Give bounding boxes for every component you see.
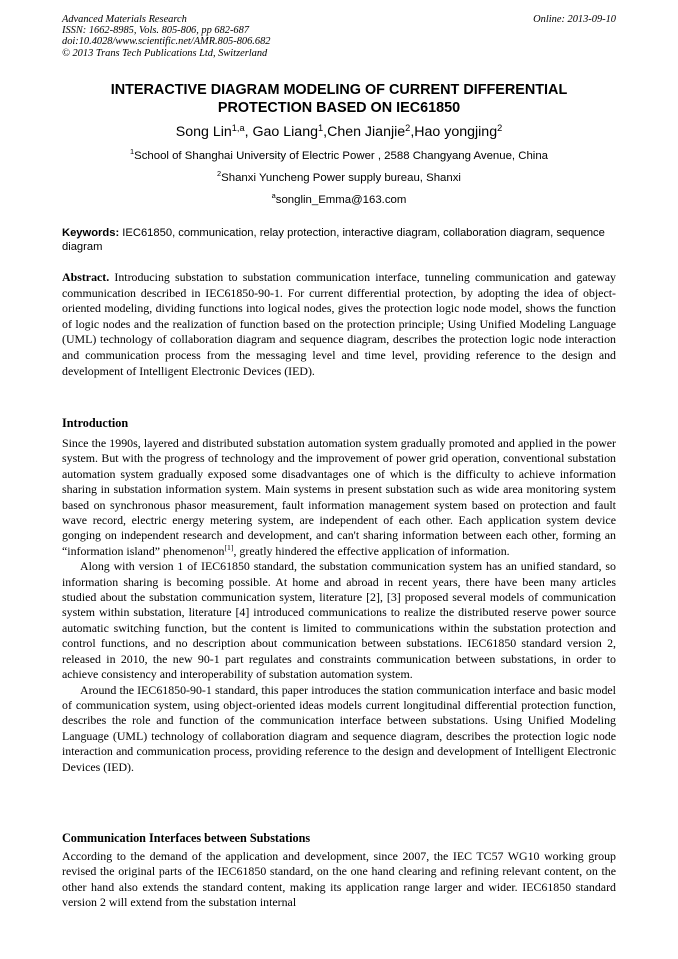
keywords-text: IEC61850, communication, relay protection, interactive diagram, collaboration diagram, sequence diagram — [62, 227, 605, 253]
paper-title — [62, 82, 616, 117]
paragraph: According to the demand of the application and development, since 2007, the IEC TC57 WG10 working group revised the original parts of the IEC61850 standard, on the one hand clearing and refining relevant content, on the other hand also extends the standard content, making its application range larger and wider. IEC61850 standard version 2 will extend from the substation internal — [62, 849, 616, 910]
email-text: songlin_Emma@163.com — [275, 194, 407, 206]
author-affiliation-mark: 2 — [497, 123, 503, 133]
author-name: Gao Liang — [252, 124, 318, 140]
affiliation-mark: 1 — [129, 147, 135, 156]
online-date: Online: 2013-09-10 — [533, 14, 616, 25]
doi-line: doi:10.4028/www.scientific.net/AMR.805-806.682 — [62, 36, 271, 48]
paragraph — [62, 436, 616, 559]
author-affiliation-mark: 2 — [405, 123, 411, 133]
paragraph-text: Since the 1990s, layered and distributed substation automation system gradually promoted and applied in the power system. But with the progress of technology and the improvement of power grid operation, conventional substation automation system gradually exposed some disadvantages one of which is the difficulty to achieve information sharing in substation information system. Main systems in present substation such as wide area monitoring system based on synchronous phasor measurement, fault information management system based on protection and fault wave record, electric energy metering system, are independent of each other. Each application system device gonging on independent research and development, and can't sharing information between each other, forming an “information island” phenomenon — [62, 436, 616, 558]
paragraph-text: , greatly hindered the effective application of information. — [233, 543, 510, 558]
author-separator: , — [410, 124, 415, 140]
affiliation-mark: 2 — [217, 169, 222, 178]
section-body — [62, 849, 616, 911]
affiliation-text: School of Shanghai University of Electric Power , 2588 Changyang Avenue, China — [134, 150, 549, 162]
author-separator: , — [323, 124, 328, 140]
section-heading: Communication Interfaces between Substations — [62, 831, 311, 845]
paragraph: Around the IEC61850-90-1 standard, this paper introduces the station communication interface and basic model of communication system, using object-oriented ideas models current longitudinal differential protection function, describes the role and function of the communication interface between substations. Using Unified Modeling Language (UML) technology of collaboration diagram and sequence diagram, describes the protection logic node interaction and communication process, providing reference to the design and development of Intelligent Electronic Devices (IED). — [62, 682, 616, 774]
author-name: Song Lin — [175, 124, 232, 140]
keywords-label: Keywords: — [62, 227, 120, 239]
affiliation-2 — [40, 171, 638, 185]
affiliation-1 — [40, 149, 638, 163]
citation-ref: [1] — [224, 542, 234, 552]
journal-name: Advanced Materials Research — [62, 14, 187, 25]
affiliation-mark: a — [271, 191, 276, 200]
abstract-text: Introducing substation to substation communication interface, tunneling communication and gateway communication described in IEC61850-90-1. For current differential protection, by adopting the idea of object-oriented modeling, dividing functions into logical nodes, gives the protection logic node model, shows the function of logic nodes and the realization of function based on the protection principle; Using Unified Modeling Language (UML) technology of collaboration diagram and sequence diagram, describes the protection logic node interaction and communication process from the messaging level and time level, providing reference to the design and development of Intelligent Electronic Devices (IED). — [62, 270, 616, 378]
author-affiliation-mark: 1,a — [231, 123, 245, 133]
author-name: Hao yongjing — [414, 124, 498, 140]
keywords — [62, 227, 616, 254]
author-email — [40, 193, 638, 207]
affiliation-text: Shanxi Yuncheng Power supply bureau, Shanxi — [221, 172, 461, 184]
author-list — [62, 124, 616, 140]
paragraph: Along with version 1 of IEC61850 standard, the substation communication system has an unified standard, so information sharing is becoming possible. At home and abroad in recent years, there have been many articles studied about the substation communication system, literature [2], [3] proposed several models of communication system within substation, literature [4] introduced communications to realize the distributed reserve power source automatic switching function, but the content is limited to communications within the substation protection and control functions, and no description about communication between substations. IEC61850 standard version 2, released in 2010, the new 90-1 part regulates and constraints communication between substations, in order to achieve consistency and interoperability of substation automation system. — [62, 559, 616, 682]
title-line-1: INTERACTIVE DIAGRAM MODELING OF CURRENT DIFFERENTIAL — [110, 82, 568, 98]
introduction-body — [62, 436, 616, 775]
title-line-2: PROTECTION BASED ON IEC61850 — [217, 99, 461, 116]
author-name: Chen Jianjie — [327, 124, 406, 140]
author-separator: , — [244, 124, 253, 140]
abstract — [62, 270, 616, 379]
issn-line: ISSN: 1662-8985, Vols. 805-806, pp 682-687 — [62, 25, 250, 37]
author-affiliation-mark: 1 — [317, 123, 324, 133]
abstract-label: Abstract. — [62, 270, 110, 284]
journal-header — [62, 14, 270, 59]
copyright-line: © 2013 Trans Tech Publications Ltd, Switzerland — [62, 47, 268, 59]
introduction-heading: Introduction — [62, 416, 129, 430]
